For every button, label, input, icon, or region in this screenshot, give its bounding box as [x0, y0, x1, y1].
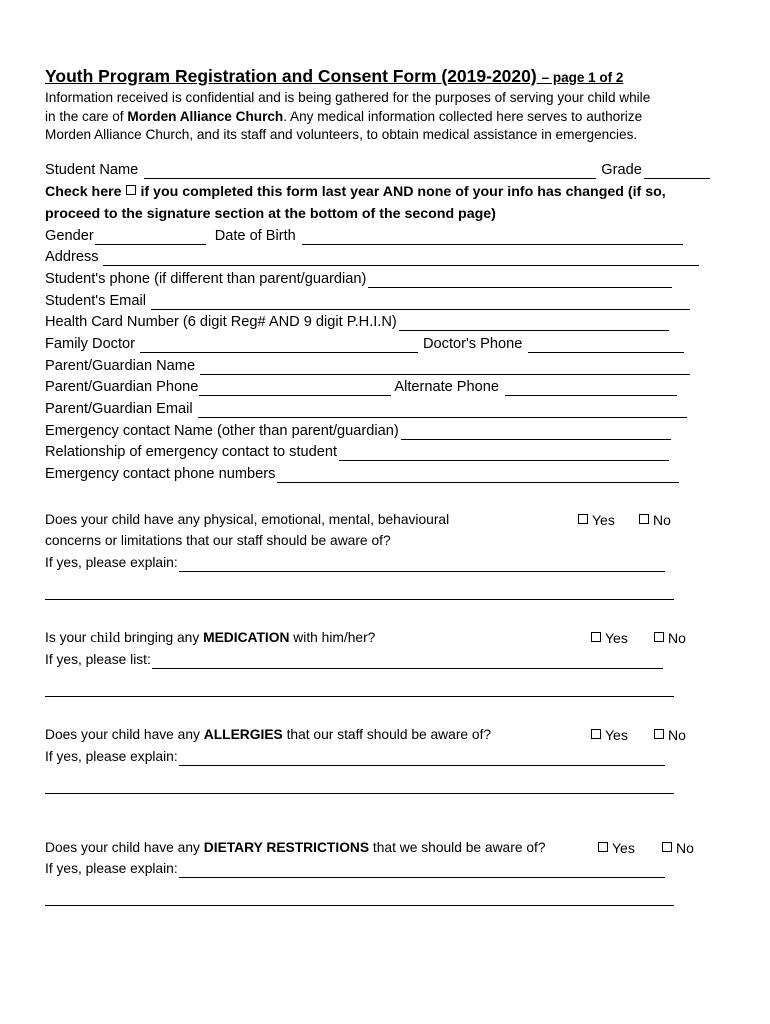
- alternate-phone-label: Alternate Phone: [394, 379, 500, 395]
- concerns-no-label: No: [653, 512, 671, 528]
- medication-question-mid: bringing any: [120, 630, 204, 645]
- emergency-relation-row: [45, 443, 669, 461]
- parent-email-label: Parent/Guardian Email: [45, 401, 193, 417]
- dietary-explain-line-2[interactable]: [45, 905, 674, 906]
- allergies-question: [45, 726, 491, 744]
- medication-no-checkbox[interactable]: [654, 632, 664, 642]
- dob-field[interactable]: [302, 231, 683, 245]
- concerns-explain-field[interactable]: [179, 558, 665, 572]
- dietary-yes-option[interactable]: [597, 839, 635, 857]
- form-title: [45, 66, 725, 87]
- student-phone-label: Student's phone (if different than parent/guardian): [45, 271, 367, 287]
- family-doctor-label: Family Doctor: [45, 336, 136, 352]
- check-here-text: if you completed this form last year AND none of your info has changed (if so,: [140, 184, 666, 200]
- parent-name-field[interactable]: [200, 361, 690, 375]
- medication-keyword: MEDICATION: [203, 630, 290, 645]
- emergency-name-field[interactable]: [401, 426, 671, 440]
- intro-line-2-pre: in the care of: [45, 108, 128, 124]
- page-indicator: – page 1 of 2: [541, 70, 624, 85]
- medication-no-label: No: [668, 630, 686, 646]
- emergency-phone-row: [45, 465, 679, 483]
- medication-yes-label: Yes: [605, 630, 628, 646]
- grade-label: Grade: [601, 162, 642, 178]
- intro-line-3: Morden Alliance Church, and its staff and volunteers, to obtain medical assistance in emergencies.: [45, 127, 638, 142]
- student-phone-field[interactable]: [368, 274, 672, 288]
- address-row: [45, 248, 699, 266]
- emergency-name-row: [45, 422, 671, 440]
- address-field[interactable]: [103, 252, 699, 266]
- emergency-relation-field[interactable]: [339, 447, 669, 461]
- doctor-phone-label: Doctor's Phone: [423, 336, 523, 352]
- concerns-yes-checkbox[interactable]: [578, 514, 588, 524]
- concerns-no-checkbox[interactable]: [639, 514, 649, 524]
- concerns-question-line-1: Does your child have any physical, emotional, mental, behavioural: [45, 512, 450, 527]
- parent-phone-field[interactable]: [199, 382, 391, 396]
- allergies-no-label: No: [668, 727, 686, 743]
- allergies-question-post: that our staff should be aware of?: [282, 727, 492, 742]
- medication-list-row: [45, 651, 663, 669]
- allergies-explain-label: If yes, please explain:: [45, 749, 178, 764]
- intro-line-2: [45, 108, 735, 127]
- concerns-explain-row: [45, 554, 665, 572]
- health-card-field[interactable]: [399, 317, 669, 331]
- student-email-label: Student's Email: [45, 293, 146, 309]
- grade-field[interactable]: [644, 165, 710, 179]
- previous-form-checkbox-row: [45, 183, 735, 201]
- medication-question-pre: Is your: [45, 630, 91, 645]
- medication-question-post: with him/her?: [289, 630, 376, 645]
- emergency-name-label: Emergency contact Name (other than parent/guardian): [45, 423, 399, 439]
- allergies-keyword: ALLERGIES: [203, 727, 283, 742]
- dietary-no-option[interactable]: [661, 839, 694, 857]
- parent-email-field[interactable]: [198, 404, 687, 418]
- medication-question: [45, 629, 375, 647]
- medication-list-label: If yes, please list:: [45, 652, 151, 667]
- health-card-row: [45, 313, 669, 331]
- dietary-explain-row: [45, 860, 665, 878]
- parent-phone-label: Parent/Guardian Phone: [45, 379, 199, 395]
- emergency-relation-label: Relationship of emergency contact to student: [45, 444, 338, 460]
- concerns-question-line-2: concerns or limitations that our staff should be aware of?: [45, 533, 391, 548]
- dietary-explain-field[interactable]: [179, 864, 665, 878]
- medication-no-option[interactable]: [653, 629, 686, 647]
- concerns-explain-label: If yes, please explain:: [45, 555, 178, 570]
- intro-paragraph: [45, 89, 735, 145]
- medication-question-child: child: [90, 630, 121, 646]
- concerns-explain-line-2[interactable]: [45, 599, 674, 600]
- student-name-label: Student Name: [45, 162, 139, 178]
- intro-line-1: Information received is confidential and is being gathered for the purposes of serving your child while: [45, 90, 651, 105]
- student-email-row: [45, 292, 690, 310]
- parent-name-label: Parent/Guardian Name: [45, 358, 196, 374]
- medication-yes-checkbox[interactable]: [591, 632, 601, 642]
- allergies-explain-line-2[interactable]: [45, 793, 674, 794]
- dietary-yes-label: Yes: [612, 840, 635, 856]
- allergies-question-pre: Does your child have any: [45, 727, 204, 742]
- church-name: Morden Alliance Church: [127, 108, 284, 124]
- doctor-row: [45, 335, 684, 353]
- allergies-explain-field[interactable]: [179, 752, 665, 766]
- allergies-yes-checkbox[interactable]: [591, 729, 601, 739]
- student-email-field[interactable]: [151, 296, 690, 310]
- alternate-phone-field[interactable]: [505, 382, 677, 396]
- parent-name-row: [45, 357, 690, 375]
- allergies-yes-label: Yes: [605, 727, 628, 743]
- student-name-field[interactable]: [144, 165, 596, 179]
- medication-list-field[interactable]: [152, 655, 663, 669]
- medication-list-line-2[interactable]: [45, 696, 674, 697]
- dietary-question-pre: Does your child have any: [45, 840, 204, 855]
- parent-email-row: [45, 400, 687, 418]
- parent-phone-row: [45, 378, 677, 396]
- check-here-label: Check here: [45, 184, 122, 200]
- allergies-explain-row: [45, 748, 665, 766]
- dietary-no-checkbox[interactable]: [662, 842, 672, 852]
- address-label: Address: [45, 249, 99, 265]
- student-phone-row: [45, 270, 672, 288]
- health-card-label: Health Card Number (6 digit Reg# AND 9 digit P.H.I.N): [45, 314, 397, 330]
- dietary-question-post: that we should be aware of?: [369, 840, 546, 855]
- dietary-question: [45, 839, 546, 857]
- dietary-no-label: No: [676, 840, 694, 856]
- concerns-no-option[interactable]: [638, 511, 671, 529]
- check-here-line-2: proceed to the signature section at the bottom of the second page): [45, 206, 496, 222]
- previous-form-checkbox[interactable]: [126, 185, 136, 195]
- form-title-main: Youth Program Registration and Consent Form (2019-2020): [45, 66, 537, 86]
- gender-field[interactable]: [95, 231, 206, 245]
- dob-label: Date of Birth: [214, 228, 296, 244]
- allergies-no-checkbox[interactable]: [654, 729, 664, 739]
- dietary-yes-checkbox[interactable]: [598, 842, 608, 852]
- allergies-no-option[interactable]: [653, 726, 686, 744]
- gender-dob-row: [45, 227, 683, 245]
- allergies-yes-option[interactable]: [590, 726, 628, 744]
- student-name-row: [45, 161, 710, 179]
- gender-label: Gender: [45, 228, 94, 244]
- concerns-yes-label: Yes: [592, 512, 615, 528]
- doctor-phone-field[interactable]: [528, 339, 684, 353]
- medication-yes-option[interactable]: [590, 629, 628, 647]
- concerns-yes-option[interactable]: [577, 511, 615, 529]
- family-doctor-field[interactable]: [140, 339, 418, 353]
- dietary-keyword: DIETARY RESTRICTIONS: [203, 840, 370, 855]
- emergency-phone-label: Emergency contact phone numbers: [45, 466, 276, 482]
- emergency-phone-field[interactable]: [277, 469, 679, 483]
- intro-line-2-post: . Any medical information collected here serves to authorize: [283, 108, 643, 124]
- dietary-explain-label: If yes, please explain:: [45, 861, 178, 876]
